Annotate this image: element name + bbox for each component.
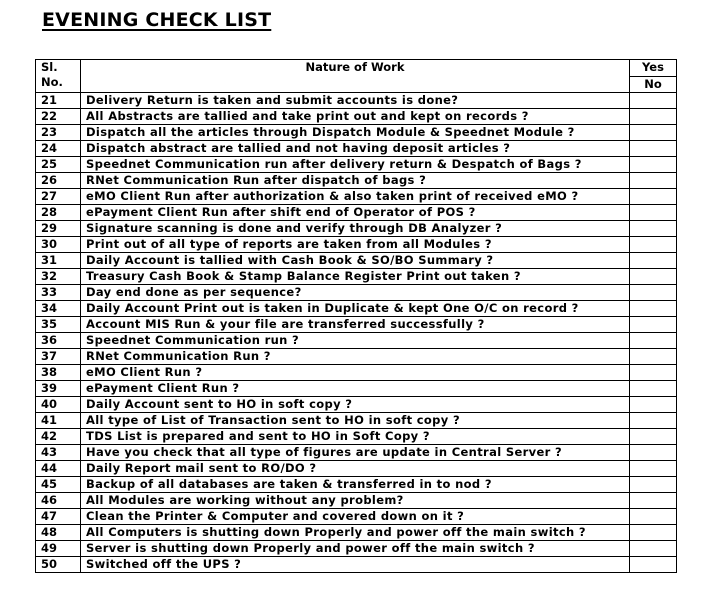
row-task-text: Daily Report mail sent to RO/DO ? bbox=[81, 461, 630, 477]
row-task-text: Treasury Cash Book & Stamp Balance Register Print out taken ? bbox=[81, 269, 630, 285]
row-serial-number: 36 bbox=[36, 333, 81, 349]
row-yes-no-cell bbox=[630, 221, 677, 237]
table-row bbox=[36, 381, 677, 397]
table-row bbox=[36, 333, 677, 349]
table-row bbox=[36, 349, 677, 365]
row-task-text: Clean the Printer & Computer and covered down on it ? bbox=[81, 509, 630, 525]
row-yes-no-cell bbox=[630, 557, 677, 573]
row-yes-no-cell bbox=[630, 157, 677, 173]
table-row bbox=[36, 493, 677, 509]
page-title: EVENING CHECK LIST bbox=[42, 9, 272, 31]
row-task-text: ePayment Client Run after shift end of Operator of POS ? bbox=[81, 205, 630, 221]
table-row bbox=[36, 445, 677, 461]
table-row bbox=[36, 301, 677, 317]
row-serial-number: 48 bbox=[36, 525, 81, 541]
table-row bbox=[36, 237, 677, 253]
row-serial-number: 34 bbox=[36, 301, 81, 317]
row-task-text: Backup of all databases are taken & transferred in to nod ? bbox=[81, 477, 630, 493]
row-task-text: Speednet Communication run after delivery return & Despatch of Bags ? bbox=[81, 157, 630, 173]
table-row bbox=[36, 477, 677, 493]
row-serial-number: 44 bbox=[36, 461, 81, 477]
row-yes-no-cell bbox=[630, 509, 677, 525]
row-yes-no-cell bbox=[630, 253, 677, 269]
row-serial-number: 37 bbox=[36, 349, 81, 365]
table-header bbox=[36, 60, 677, 93]
header-serial-line1: Sl. bbox=[41, 60, 58, 74]
row-yes-no-cell bbox=[630, 333, 677, 349]
row-yes-no-cell bbox=[630, 205, 677, 221]
row-task-text: All type of List of Transaction sent to HO in soft copy ? bbox=[81, 413, 630, 429]
row-yes-no-cell bbox=[630, 397, 677, 413]
row-task-text: All Abstracts are tallied and take print out and kept on records ? bbox=[81, 109, 630, 125]
row-task-text: Account MIS Run & your file are transferred successfully ? bbox=[81, 317, 630, 333]
row-task-text: eMO Client Run after authorization & also taken print of received eMO ? bbox=[81, 189, 630, 205]
row-task-text: Switched off the UPS ? bbox=[81, 557, 630, 573]
row-task-text: Signature scanning is done and verify through DB Analyzer ? bbox=[81, 221, 630, 237]
table-row bbox=[36, 205, 677, 221]
row-task-text: Server is shutting down Properly and power off the main switch ? bbox=[81, 541, 630, 557]
row-yes-no-cell bbox=[630, 285, 677, 301]
header-no: No bbox=[630, 76, 677, 93]
row-yes-no-cell bbox=[630, 269, 677, 285]
row-serial-number: 43 bbox=[36, 445, 81, 461]
row-yes-no-cell bbox=[630, 525, 677, 541]
row-task-text: eMO Client Run ? bbox=[81, 365, 630, 381]
table-row bbox=[36, 173, 677, 189]
row-yes-no-cell bbox=[630, 381, 677, 397]
row-serial-number: 28 bbox=[36, 205, 81, 221]
table-row bbox=[36, 125, 677, 141]
row-task-text: Print out of all type of reports are taken from all Modules ? bbox=[81, 237, 630, 253]
row-serial-number: 24 bbox=[36, 141, 81, 157]
table-row bbox=[36, 317, 677, 333]
row-serial-number: 32 bbox=[36, 269, 81, 285]
row-serial-number: 30 bbox=[36, 237, 81, 253]
row-serial-number: 29 bbox=[36, 221, 81, 237]
table-row bbox=[36, 141, 677, 157]
row-task-text: Dispatch abstract are tallied and not having deposit articles ? bbox=[81, 141, 630, 157]
row-task-text: Speednet Communication run ? bbox=[81, 333, 630, 349]
row-serial-number: 45 bbox=[36, 477, 81, 493]
table-row bbox=[36, 557, 677, 573]
row-serial-number: 33 bbox=[36, 285, 81, 301]
row-serial-number: 35 bbox=[36, 317, 81, 333]
row-yes-no-cell bbox=[630, 109, 677, 125]
row-yes-no-cell bbox=[630, 413, 677, 429]
row-serial-number: 50 bbox=[36, 557, 81, 573]
row-yes-no-cell bbox=[630, 173, 677, 189]
table-row bbox=[36, 253, 677, 269]
row-serial-number: 23 bbox=[36, 125, 81, 141]
row-task-text: TDS List is prepared and sent to HO in Soft Copy ? bbox=[81, 429, 630, 445]
table-row bbox=[36, 93, 677, 109]
table-row bbox=[36, 429, 677, 445]
row-yes-no-cell bbox=[630, 541, 677, 557]
row-yes-no-cell bbox=[630, 317, 677, 333]
row-task-text: RNet Communication Run after dispatch of bags ? bbox=[81, 173, 630, 189]
row-task-text: Delivery Return is taken and submit accounts is done? bbox=[81, 93, 630, 109]
row-serial-number: 41 bbox=[36, 413, 81, 429]
table-row bbox=[36, 285, 677, 301]
row-task-text: RNet Communication Run ? bbox=[81, 349, 630, 365]
row-task-text: All Computers is shutting down Properly and power off the main switch ? bbox=[81, 525, 630, 541]
table-row bbox=[36, 461, 677, 477]
table-row bbox=[36, 541, 677, 557]
table-row bbox=[36, 221, 677, 237]
header-serial-number bbox=[36, 60, 81, 93]
row-serial-number: 40 bbox=[36, 397, 81, 413]
row-serial-number: 27 bbox=[36, 189, 81, 205]
header-yes: Yes bbox=[630, 60, 677, 77]
row-task-text: Daily Account sent to HO in soft copy ? bbox=[81, 397, 630, 413]
row-yes-no-cell bbox=[630, 125, 677, 141]
row-serial-number: 46 bbox=[36, 493, 81, 509]
row-task-text: ePayment Client Run ? bbox=[81, 381, 630, 397]
row-serial-number: 31 bbox=[36, 253, 81, 269]
header-serial-line2: No. bbox=[41, 75, 63, 89]
row-task-text: Daily Account Print out is taken in Duplicate & kept One O/C on record ? bbox=[81, 301, 630, 317]
header-nature-of-work: Nature of Work bbox=[81, 60, 630, 93]
checklist-table bbox=[35, 59, 677, 573]
row-serial-number: 38 bbox=[36, 365, 81, 381]
row-yes-no-cell bbox=[630, 493, 677, 509]
row-serial-number: 47 bbox=[36, 509, 81, 525]
table-row bbox=[36, 509, 677, 525]
row-serial-number: 25 bbox=[36, 157, 81, 173]
table-body bbox=[36, 93, 677, 573]
row-yes-no-cell bbox=[630, 93, 677, 109]
row-task-text: All Modules are working without any problem? bbox=[81, 493, 630, 509]
row-serial-number: 21 bbox=[36, 93, 81, 109]
row-serial-number: 22 bbox=[36, 109, 81, 125]
row-yes-no-cell bbox=[630, 429, 677, 445]
row-yes-no-cell bbox=[630, 141, 677, 157]
table-row bbox=[36, 525, 677, 541]
row-serial-number: 42 bbox=[36, 429, 81, 445]
row-serial-number: 39 bbox=[36, 381, 81, 397]
row-yes-no-cell bbox=[630, 477, 677, 493]
row-yes-no-cell bbox=[630, 445, 677, 461]
row-yes-no-cell bbox=[630, 301, 677, 317]
row-yes-no-cell bbox=[630, 189, 677, 205]
table-row bbox=[36, 397, 677, 413]
table-row bbox=[36, 413, 677, 429]
table-row bbox=[36, 189, 677, 205]
table-row bbox=[36, 365, 677, 381]
table-row bbox=[36, 269, 677, 285]
row-serial-number: 49 bbox=[36, 541, 81, 557]
table-row bbox=[36, 157, 677, 173]
row-yes-no-cell bbox=[630, 349, 677, 365]
row-yes-no-cell bbox=[630, 365, 677, 381]
row-yes-no-cell bbox=[630, 237, 677, 253]
row-task-text: Dispatch all the articles through Dispatch Module & Speednet Module ? bbox=[81, 125, 630, 141]
row-task-text: Daily Account is tallied with Cash Book & SO/BO Summary ? bbox=[81, 253, 630, 269]
row-task-text: Day end done as per sequence? bbox=[81, 285, 630, 301]
row-yes-no-cell bbox=[630, 461, 677, 477]
row-serial-number: 26 bbox=[36, 173, 81, 189]
table-row bbox=[36, 109, 677, 125]
row-task-text: Have you check that all type of figures are update in Central Server ? bbox=[81, 445, 630, 461]
